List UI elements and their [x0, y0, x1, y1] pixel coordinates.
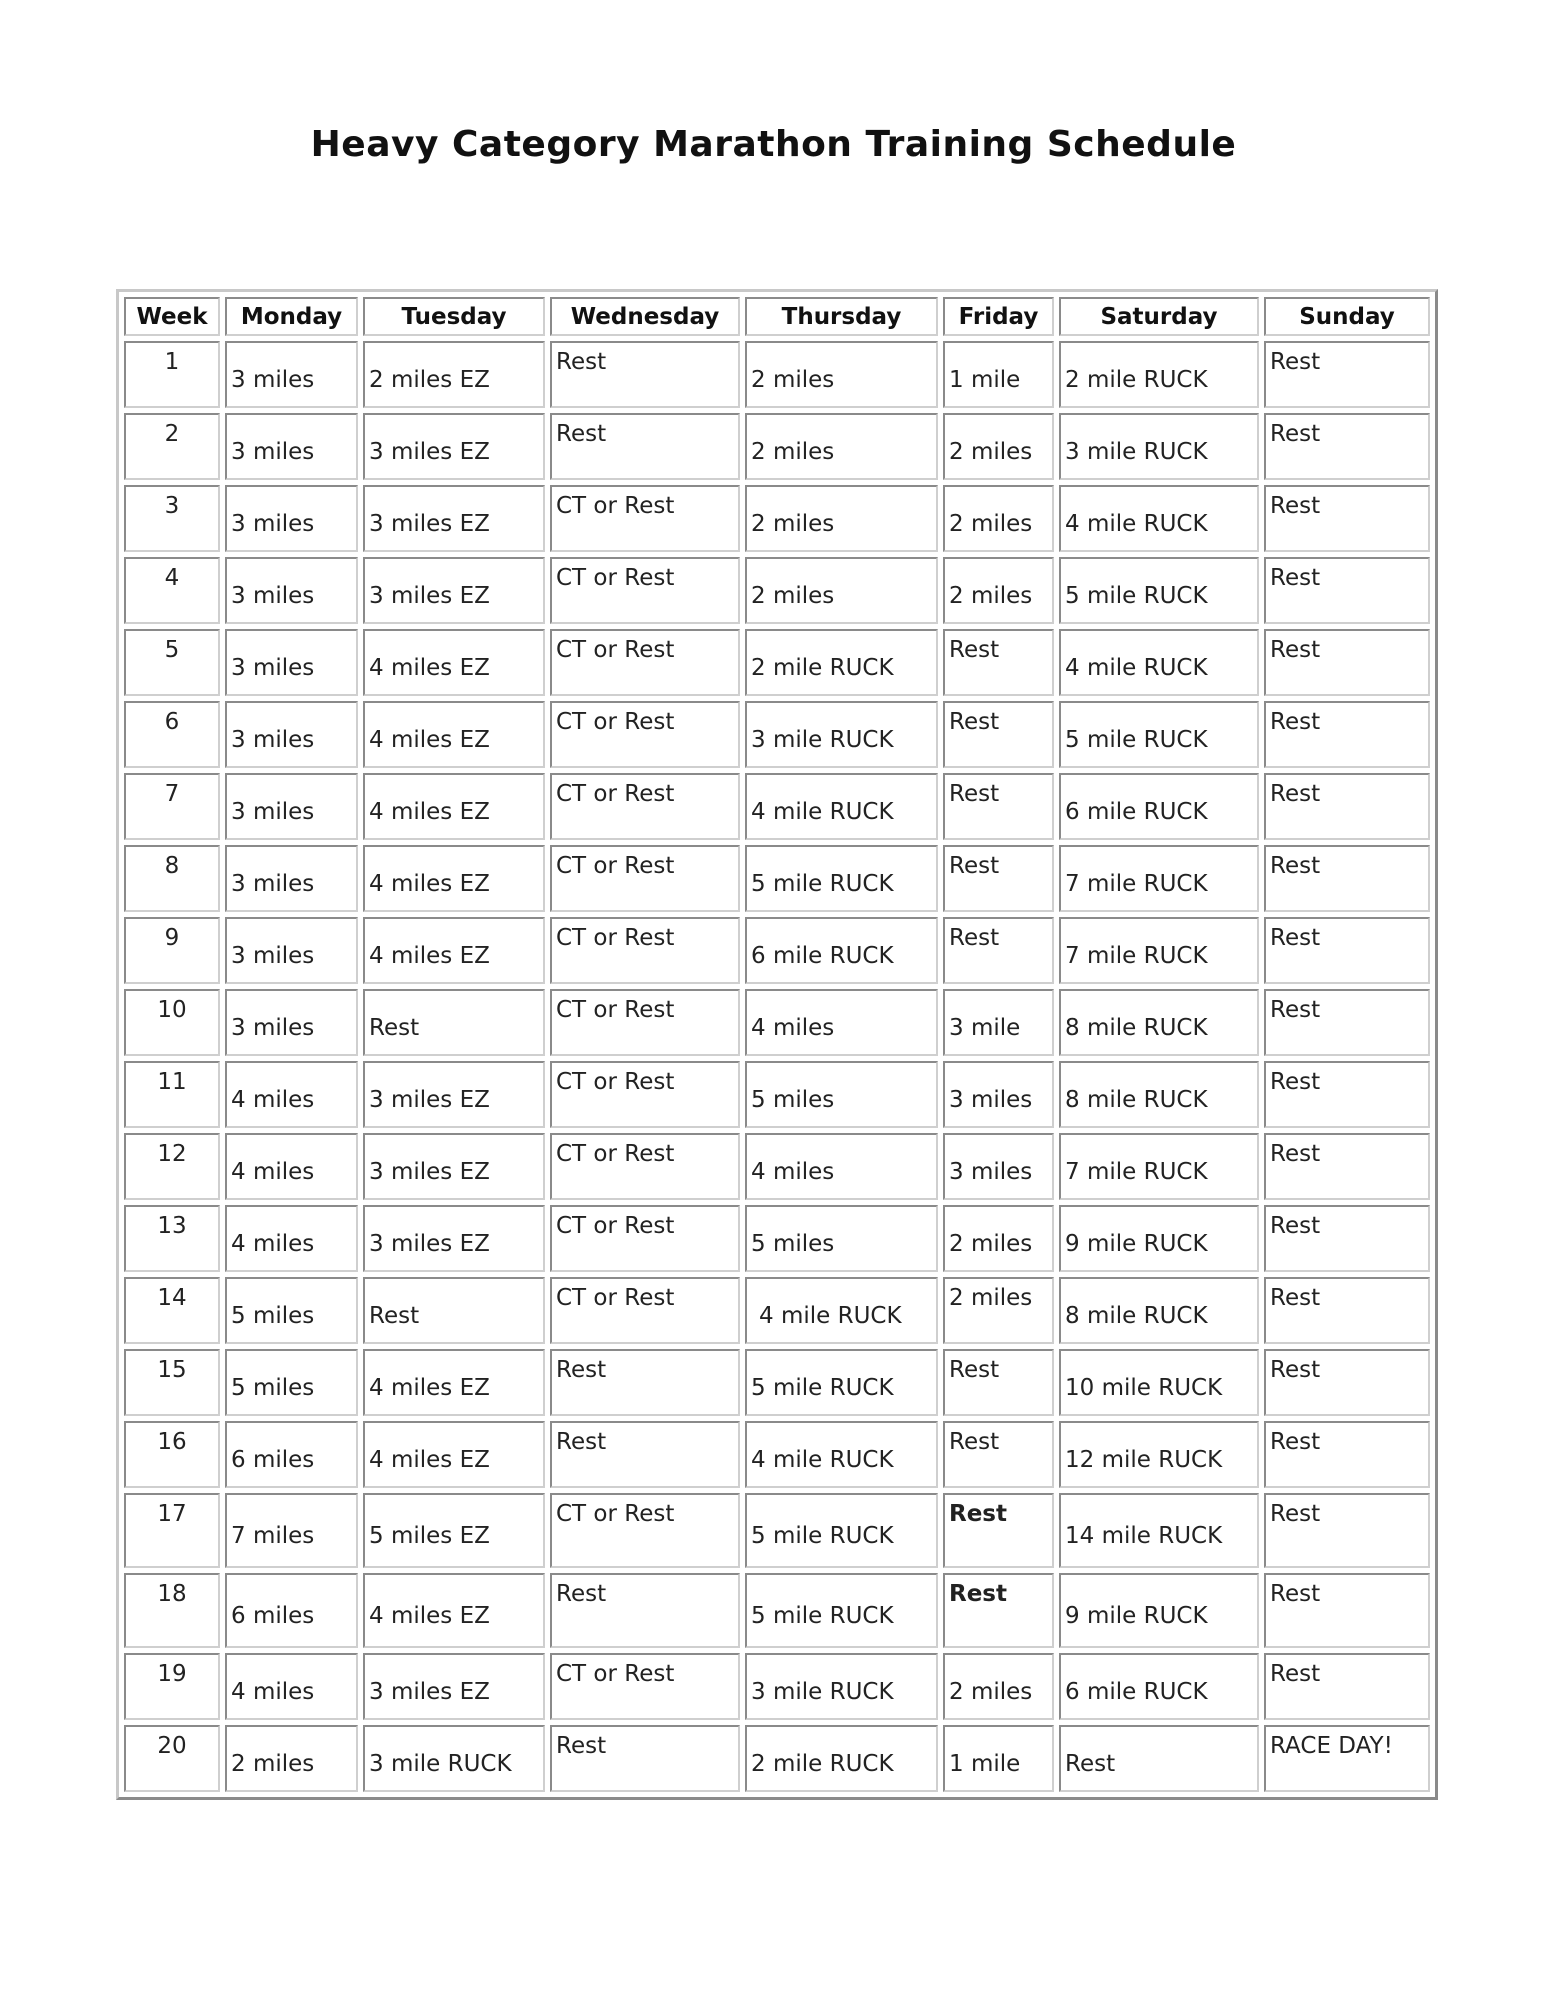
table-row: [124, 1573, 1430, 1648]
cell-week: 11: [124, 1061, 220, 1128]
cell-friday: Rest: [943, 917, 1054, 984]
cell-saturday: 4 mile RUCK: [1059, 485, 1259, 552]
cell-wednesday: CT or Rest: [550, 557, 740, 624]
cell-sunday: Rest: [1264, 701, 1430, 768]
cell-monday: 3 miles: [225, 629, 358, 696]
cell-thursday: 2 mile RUCK: [745, 629, 938, 696]
training-schedule-table: [116, 289, 1438, 1800]
cell-sunday: Rest: [1264, 1277, 1430, 1344]
column-header-monday: Monday: [225, 297, 358, 336]
cell-week: 18: [124, 1573, 220, 1648]
cell-saturday: 6 mile RUCK: [1059, 1653, 1259, 1720]
cell-thursday: 4 mile RUCK: [745, 1277, 938, 1344]
cell-saturday: 7 mile RUCK: [1059, 917, 1259, 984]
cell-week: 20: [124, 1725, 220, 1792]
cell-monday: 3 miles: [225, 989, 358, 1056]
cell-tuesday: 4 miles EZ: [363, 773, 545, 840]
cell-monday: 4 miles: [225, 1653, 358, 1720]
cell-friday: 3 miles: [943, 1061, 1054, 1128]
cell-saturday: 9 mile RUCK: [1059, 1573, 1259, 1648]
table-row: [124, 557, 1430, 624]
column-header-friday: Friday: [943, 297, 1054, 336]
cell-tuesday: 4 miles EZ: [363, 629, 545, 696]
cell-wednesday: CT or Rest: [550, 1205, 740, 1272]
cell-monday: 3 miles: [225, 341, 358, 408]
cell-monday: 5 miles: [225, 1349, 358, 1416]
page-title: Heavy Category Marathon Training Schedule: [310, 124, 1237, 165]
cell-week: 17: [124, 1493, 220, 1568]
cell-thursday: 4 mile RUCK: [745, 773, 938, 840]
cell-thursday: 5 mile RUCK: [745, 845, 938, 912]
cell-sunday: Rest: [1264, 1349, 1430, 1416]
cell-thursday: 4 miles: [745, 989, 938, 1056]
cell-sunday: Rest: [1264, 1133, 1430, 1200]
cell-tuesday: 3 miles EZ: [363, 557, 545, 624]
cell-monday: 3 miles: [225, 701, 358, 768]
cell-sunday: Rest: [1264, 773, 1430, 840]
table-row: [124, 1493, 1430, 1568]
cell-friday: 2 miles: [943, 1653, 1054, 1720]
cell-sunday: Rest: [1264, 1573, 1430, 1648]
cell-friday: Rest: [943, 701, 1054, 768]
cell-friday: 2 miles: [943, 557, 1054, 624]
column-header-thursday: Thursday: [745, 297, 938, 336]
cell-thursday: 2 mile RUCK: [745, 1725, 938, 1792]
cell-thursday: 6 mile RUCK: [745, 917, 938, 984]
cell-sunday: RACE DAY!: [1264, 1725, 1430, 1792]
table-row: [124, 1133, 1430, 1200]
cell-saturday: 10 mile RUCK: [1059, 1349, 1259, 1416]
cell-monday: 3 miles: [225, 557, 358, 624]
table-row: [124, 1653, 1430, 1720]
cell-thursday: 2 miles: [745, 557, 938, 624]
cell-thursday: 5 miles: [745, 1205, 938, 1272]
table-row: [124, 413, 1430, 480]
cell-monday: 6 miles: [225, 1421, 358, 1488]
table-row: [124, 773, 1430, 840]
cell-wednesday: CT or Rest: [550, 1277, 740, 1344]
cell-friday: Rest: [943, 1493, 1054, 1568]
table-row: [124, 1277, 1430, 1344]
cell-week: 7: [124, 773, 220, 840]
cell-monday: 3 miles: [225, 413, 358, 480]
cell-sunday: Rest: [1264, 917, 1430, 984]
cell-sunday: Rest: [1264, 413, 1430, 480]
cell-sunday: Rest: [1264, 557, 1430, 624]
cell-wednesday: Rest: [550, 1349, 740, 1416]
cell-wednesday: CT or Rest: [550, 773, 740, 840]
cell-tuesday: 3 miles EZ: [363, 1133, 545, 1200]
column-header-week: Week: [124, 297, 220, 336]
table-row: [124, 629, 1430, 696]
cell-week: 4: [124, 557, 220, 624]
cell-thursday: 2 miles: [745, 341, 938, 408]
cell-wednesday: CT or Rest: [550, 917, 740, 984]
cell-friday: 1 mile: [943, 1725, 1054, 1792]
cell-wednesday: Rest: [550, 1725, 740, 1792]
cell-saturday: 8 mile RUCK: [1059, 989, 1259, 1056]
cell-friday: 2 miles: [943, 1205, 1054, 1272]
cell-saturday: 8 mile RUCK: [1059, 1061, 1259, 1128]
cell-week: 13: [124, 1205, 220, 1272]
cell-wednesday: Rest: [550, 413, 740, 480]
header-row: [124, 297, 1430, 336]
cell-thursday: 5 miles: [745, 1061, 938, 1128]
cell-friday: Rest: [943, 773, 1054, 840]
cell-wednesday: CT or Rest: [550, 701, 740, 768]
cell-sunday: Rest: [1264, 1061, 1430, 1128]
cell-saturday: 6 mile RUCK: [1059, 773, 1259, 840]
cell-saturday: 12 mile RUCK: [1059, 1421, 1259, 1488]
cell-week: 8: [124, 845, 220, 912]
cell-friday: Rest: [943, 1349, 1054, 1416]
cell-wednesday: CT or Rest: [550, 1493, 740, 1568]
cell-saturday: 2 mile RUCK: [1059, 341, 1259, 408]
table-row: [124, 701, 1430, 768]
cell-saturday: 3 mile RUCK: [1059, 413, 1259, 480]
cell-wednesday: Rest: [550, 1573, 740, 1648]
cell-week: 10: [124, 989, 220, 1056]
cell-wednesday: CT or Rest: [550, 629, 740, 696]
cell-wednesday: CT or Rest: [550, 1133, 740, 1200]
cell-tuesday: 4 miles EZ: [363, 917, 545, 984]
table-row: [124, 341, 1430, 408]
cell-tuesday: Rest: [363, 1277, 545, 1344]
cell-tuesday: 2 miles EZ: [363, 341, 545, 408]
cell-thursday: 5 mile RUCK: [745, 1493, 938, 1568]
table-row: [124, 485, 1430, 552]
cell-friday: 2 miles: [943, 485, 1054, 552]
cell-thursday: 5 mile RUCK: [745, 1349, 938, 1416]
cell-saturday: 4 mile RUCK: [1059, 629, 1259, 696]
cell-monday: 3 miles: [225, 773, 358, 840]
cell-saturday: 7 mile RUCK: [1059, 845, 1259, 912]
cell-friday: 1 mile: [943, 341, 1054, 408]
cell-sunday: Rest: [1264, 1653, 1430, 1720]
cell-wednesday: CT or Rest: [550, 485, 740, 552]
cell-sunday: Rest: [1264, 341, 1430, 408]
cell-tuesday: 3 miles EZ: [363, 413, 545, 480]
cell-tuesday: 3 miles EZ: [363, 1061, 545, 1128]
cell-monday: 3 miles: [225, 845, 358, 912]
cell-tuesday: 4 miles EZ: [363, 845, 545, 912]
cell-sunday: Rest: [1264, 845, 1430, 912]
cell-tuesday: 3 miles EZ: [363, 1205, 545, 1272]
cell-sunday: Rest: [1264, 629, 1430, 696]
cell-thursday: 4 miles: [745, 1133, 938, 1200]
cell-monday: 3 miles: [225, 485, 358, 552]
cell-week: 6: [124, 701, 220, 768]
cell-sunday: Rest: [1264, 485, 1430, 552]
cell-wednesday: CT or Rest: [550, 1653, 740, 1720]
cell-tuesday: 3 miles EZ: [363, 485, 545, 552]
cell-week: 14: [124, 1277, 220, 1344]
cell-wednesday: Rest: [550, 1421, 740, 1488]
cell-sunday: Rest: [1264, 1205, 1430, 1272]
cell-monday: 4 miles: [225, 1061, 358, 1128]
cell-saturday: 14 mile RUCK: [1059, 1493, 1259, 1568]
cell-saturday: Rest: [1059, 1725, 1259, 1792]
cell-tuesday: 5 miles EZ: [363, 1493, 545, 1568]
cell-saturday: 7 mile RUCK: [1059, 1133, 1259, 1200]
column-header-saturday: Saturday: [1059, 297, 1259, 336]
cell-monday: 2 miles: [225, 1725, 358, 1792]
table-row: [124, 845, 1430, 912]
cell-friday: Rest: [943, 1573, 1054, 1648]
cell-monday: 3 miles: [225, 917, 358, 984]
cell-week: 12: [124, 1133, 220, 1200]
cell-tuesday: Rest: [363, 989, 545, 1056]
column-header-sunday: Sunday: [1264, 297, 1430, 336]
cell-tuesday: 4 miles EZ: [363, 701, 545, 768]
cell-monday: 4 miles: [225, 1205, 358, 1272]
cell-tuesday: 4 miles EZ: [363, 1349, 545, 1416]
cell-friday: 3 mile: [943, 989, 1054, 1056]
cell-wednesday: Rest: [550, 341, 740, 408]
column-header-wednesday: Wednesday: [550, 297, 740, 336]
cell-friday: Rest: [943, 629, 1054, 696]
cell-tuesday: 4 miles EZ: [363, 1421, 545, 1488]
cell-week: 16: [124, 1421, 220, 1488]
cell-wednesday: CT or Rest: [550, 989, 740, 1056]
cell-wednesday: CT or Rest: [550, 1061, 740, 1128]
table-row: [124, 1205, 1430, 1272]
cell-sunday: Rest: [1264, 1421, 1430, 1488]
cell-thursday: 3 mile RUCK: [745, 701, 938, 768]
table-row: [124, 917, 1430, 984]
cell-monday: 5 miles: [225, 1277, 358, 1344]
cell-tuesday: 3 mile RUCK: [363, 1725, 545, 1792]
cell-friday: 2 miles: [943, 413, 1054, 480]
cell-week: 15: [124, 1349, 220, 1416]
cell-saturday: 9 mile RUCK: [1059, 1205, 1259, 1272]
cell-friday: Rest: [943, 1421, 1054, 1488]
cell-week: 5: [124, 629, 220, 696]
cell-week: 19: [124, 1653, 220, 1720]
cell-friday: 3 miles: [943, 1133, 1054, 1200]
table-row: [124, 1421, 1430, 1488]
cell-thursday: 2 miles: [745, 413, 938, 480]
cell-tuesday: 4 miles EZ: [363, 1573, 545, 1648]
cell-wednesday: CT or Rest: [550, 845, 740, 912]
cell-monday: 4 miles: [225, 1133, 358, 1200]
cell-week: 2: [124, 413, 220, 480]
cell-thursday: 4 mile RUCK: [745, 1421, 938, 1488]
cell-thursday: 3 mile RUCK: [745, 1653, 938, 1720]
cell-sunday: Rest: [1264, 989, 1430, 1056]
column-header-tuesday: Tuesday: [363, 297, 545, 336]
cell-friday: 2 miles: [943, 1277, 1054, 1344]
cell-monday: 7 miles: [225, 1493, 358, 1568]
cell-sunday: Rest: [1264, 1493, 1430, 1568]
cell-thursday: 5 mile RUCK: [745, 1573, 938, 1648]
cell-thursday: 2 miles: [745, 485, 938, 552]
table-row: [124, 989, 1430, 1056]
cell-week: 1: [124, 341, 220, 408]
table-row: [124, 1061, 1430, 1128]
cell-monday: 6 miles: [225, 1573, 358, 1648]
table-row: [124, 1349, 1430, 1416]
cell-week: 3: [124, 485, 220, 552]
table-row: [124, 1725, 1430, 1792]
cell-saturday: 5 mile RUCK: [1059, 701, 1259, 768]
cell-week: 9: [124, 917, 220, 984]
cell-tuesday: 3 miles EZ: [363, 1653, 545, 1720]
cell-friday: Rest: [943, 845, 1054, 912]
cell-saturday: 5 mile RUCK: [1059, 557, 1259, 624]
cell-saturday: 8 mile RUCK: [1059, 1277, 1259, 1344]
